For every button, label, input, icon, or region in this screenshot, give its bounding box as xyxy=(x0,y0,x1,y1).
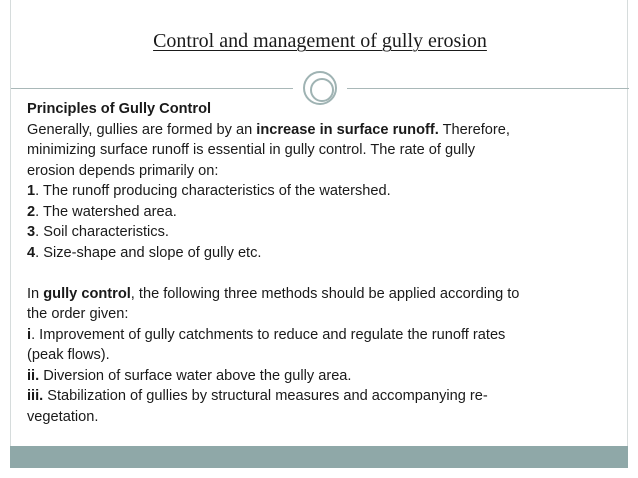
factor-item: 2. The watershed area. xyxy=(27,203,177,220)
factor-item: 1. The runoff producing characteristics of the watershed. xyxy=(27,183,391,199)
intro-line-2: minimizing surface runoff is essential in gully control. The rate of gully xyxy=(27,142,476,158)
method-item-continuation: (peak flows). xyxy=(27,347,110,363)
footer-bar xyxy=(10,446,628,468)
slide-body xyxy=(27,99,617,427)
slide xyxy=(10,0,628,468)
spacer xyxy=(27,263,617,284)
factor-item: 4. Size-shape and slope of gully etc. xyxy=(27,244,262,261)
factor-item: 3. Soil characteristics. xyxy=(27,224,169,240)
methods-intro-line-1: In gully control, the following three methods should be applied according to xyxy=(27,285,520,302)
divider-line-left xyxy=(11,88,293,89)
method-item: iii. Stabilization of gullies by structural measures and accompanying re- xyxy=(27,388,488,404)
intro-line-3: erosion depends primarily on: xyxy=(27,162,219,179)
slide-title: Control and management of gully erosion xyxy=(153,30,487,52)
intro-line-1: Generally, gullies are formed by an increase in surface runoff. Therefore, xyxy=(27,121,510,138)
method-item: i. Improvement of gully catchments to reduce and regulate the runoff rates xyxy=(27,326,506,343)
divider-line-right xyxy=(347,88,629,89)
method-item-continuation: vegetation. xyxy=(27,408,99,425)
section-heading: Principles of Gully Control xyxy=(27,101,212,117)
methods-intro-line-2: the order given: xyxy=(27,306,129,322)
method-item: ii. Diversion of surface water above the gully area. xyxy=(27,367,352,384)
